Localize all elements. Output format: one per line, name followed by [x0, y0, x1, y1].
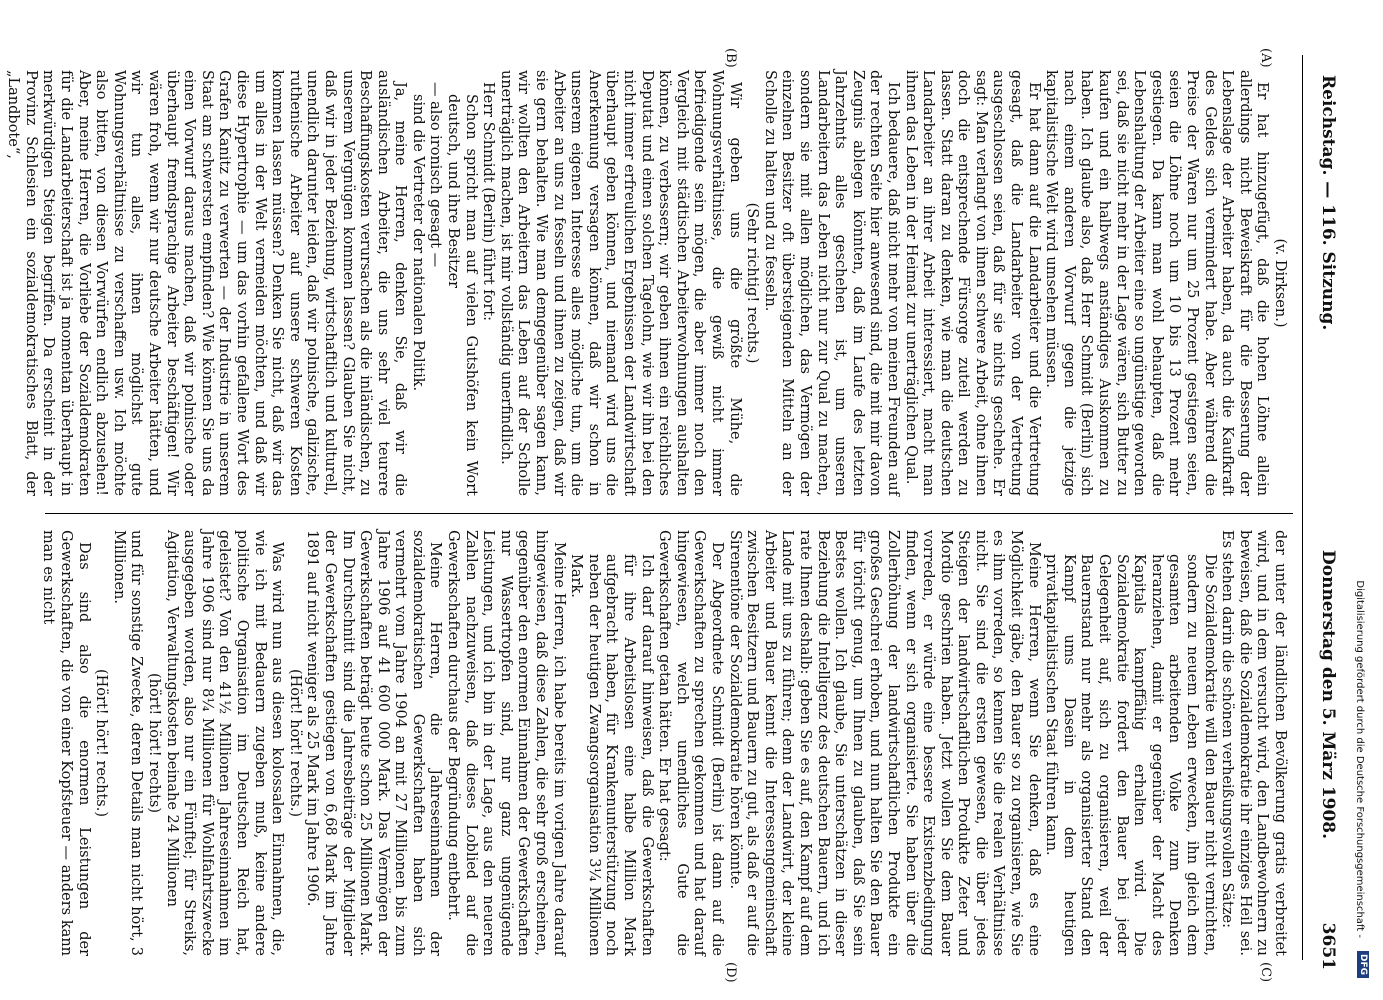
interjection: (hört! hört! rechts) [146, 672, 162, 814]
paragraph: der unter der ländlichen Bevölkerung gratis verbreitet wird, und in dem versucht wird, den Landbewohnern zu beweisen, daß die Sozialdemokratie ihr einziges Heil sei. Es stehen darin die schönen verheißungsvollen Sätze: [1219, 530, 1288, 956]
speaker-ref: (v. Dirksen.) [1272, 238, 1288, 328]
header-date: Donnerstag den 5. März 1908. [1318, 550, 1338, 840]
paragraph: Das sind also die enormen Leistungen der Gewerkschaften, die von einer Kopfsteuer — anders kann man es nicht [40, 530, 92, 956]
paragraph: Der Abgeordnete Schmidt (Berlin) ist dann auf die Gewerkschaften zu sprechen gekommen und hat darauf hingewiesen, welch unendliches Gute die Gewerkschaften getan hätten. Er hat gesagt: [656, 530, 725, 956]
marker-d: (D) [723, 962, 738, 983]
paragraph: Herr Schmidt (Berlin) führt fort: [480, 82, 497, 322]
interjection: (Hört! hört! rechts.) [93, 669, 110, 817]
quote: Die Sozialdemokratie will den Bauer nicht vernichten, sondern zu neuem Leben erwecken, ihn gleich dem gesamten arbeitenden Volke zum Denken heranziehen, damit er gegenüber der Macht des Kapitals kampffähig erhalten wird. Die Sozialdemokratie fordert den Bauer bei jeder Gelegenheit auf, sich zu organisieren, weil der Bauernstand nur mehr als organisierter Stand den Kampf ums Dasein in dem heutigen privatkapitalistischen Staat führen kann. [1043, 554, 1218, 956]
interjection: (Sehr richtig! rechts.) [744, 202, 761, 364]
marker-c: (C) [1258, 962, 1273, 983]
marker-b: (B) [723, 48, 738, 68]
right-column [40, 530, 1288, 956]
aside: — also ironisch gesagt — [427, 82, 444, 268]
paragraph: Meine Herren, ich habe bereits im vorigen Jahre darauf hingewiesen, daß diese Zahlen, die sehr groß erscheinen, gegenüber den enormen Einnahmen der Gewerkschaften nur Wassertropfen sind, nur ganz ungenügende Leistungen, und ich bin in der Lage, aus den neueren Zahlen nachzuweisen, daß dieses Loblied auf die Gewerkschaften durchaus der Begründung entbehrt. [445, 530, 567, 956]
header-session-title: Reichstag. — 116. Sitzung. [1318, 75, 1338, 331]
paragraph: Er hat hinzugefügt, daß die hohen Löhne allein allerdings nicht Beweiskraft für die Besserung der Lebenslage der Arbeiter haben, da auch die Kaufkraft des Geldes sich vermindert habe. Aber während die Preise der Waren nur um 25 Prozent gestiegen seien, seien die Löhne noch um 10 bis 13 Prozent mehr gestiegen. Da kann man wohl behaupten, daß die Lebenshaltung der Arbeiter eine so ungünstige geworden sei, daß sie nicht mehr in der Lage wären, sich Butter zu kaufen und ein halbwegs anständiges Auskommen zu haben. Ich glaube also, daß Herr Schmidt (Berlin) sich nach einem anderen Vorwurf gegen die jetzige kapitalistische Welt wird umsehen müssen. [1043, 70, 1271, 496]
paragraph: Er hat dann auf die Landarbeiter und die Vertretung gesagt, daß die Landarbeiter von der Vertretung ausgeschlossen seien, daß für sie nichts geschehe. Er sagt: Man verlangt von ihnen schwere Arbeit, ohne ihnen doch die entsprechende Fürsorge zuteil werden zu lassen. Statt daran zu denken, wie man die deutschen Landarbeiter an ihrer Arbeit interessiert, macht man ihnen das Leben in der Heimat zur unerträglichen Qual. [902, 70, 1042, 496]
page-header [1312, 20, 1338, 970]
interjection: (Hört! hört! rechts.) [286, 669, 303, 817]
marker-a: (A) [1258, 48, 1273, 68]
page-number: 3651 [1318, 922, 1338, 970]
dfg-logo: DFG [1357, 951, 1369, 978]
quote: Ich darf darauf hinweisen, daß die Gewerkschaften für ihre Arbeitslosen eine halbe Million Mark aufgebracht haben, für Krankenunterstützung noch neben der heutigen Zwangsorganisation 3¼ Millionen Mark. [568, 554, 655, 956]
paragraph: Ich bedauere, daß nicht mehr von meinen Freunden auf der rechten Seite hier anwesend sind, die mit mir davon Zeugnis ablegen könnten, daß im Laufe des letzten Jahrzehnts alles geschehen ist, um unseren Landarbeitern das Leben nicht nur zur Qual zu machen, sondern sie mit allen möglichen, das Vermögen der einzelnen Besitzer oft übersteigenden Mitteln an der Scholle zu halten und zu fesseln. [761, 70, 901, 496]
paragraph: und für sonstige Zwecke, deren Details man nicht hört, 3 Millionen. [110, 530, 145, 956]
left-column [5, 70, 1288, 497]
quote: Schon spricht man auf vielen Gutshöfen kein Wort deutsch, und ihre Besitzer [445, 94, 479, 496]
column-divider [45, 513, 1293, 514]
paragraph: Was wird nun aus diesen kolossalen Einnahmen, die, wie ich mit Bedauern zugeben muß, keine andere politische Organisation im Deutschen Reich hat, geleistet? Von den 41½ Millionen Jahreseinnahmen im Jahre 1906 sind nur 8¼ Millionen für Wohlfahrtszwecke ausgegeben worden, also nur ein Fünftel; für Streiks, Agitation, Verwaltungskosten beinahe 24 Millionen [163, 530, 286, 956]
digitization-note: Digitalisierung gefördert durch die Deutsche Forschungsgemeinschaft - [1354, 580, 1365, 938]
header-rule [1302, 55, 1303, 960]
quote: sind die Vertreter der nationalen Politik. [409, 94, 426, 392]
paragraph: Wir geben uns die größte Mühe, die Wohnungsverhältnisse, die gewiß nicht immer befriedigende sein mögen, die aber immer noch den Vergleich mit städtischen Arbeiterwohnungen aushalten können, zu verbessern; wir geben ihnen ein reichliches Deputat und einen solchen Tagelohn, wie wir ihn bei den nicht immer erfreulichen Ergebnissen der Landwirtschaft überhaupt geben können, und niemand wird uns die Anerkennung versagen können, daß wir schon in unserem eigenen Interesse alles mögliche tun, um die Arbeiter an uns zu fesseln und ihnen zu zeigen, daß wir sie gern behalten. Wie man demgegenüber sagen kann, wir wollten den Arbeitern das Leben auf der Scholle unerträglich machen, ist mir vollständig unerfindlich. [497, 70, 743, 497]
paragraph: Ja, meine Herren, denken Sie, daß wir die ausländischen Arbeiter, die uns sehr viel teurere Beschaffungskosten verursachen als die inländischen, zu unserem Vergnügen kommen lassen? Glauben Sie nicht, daß wir in jeder Beziehung, wirtschaftlich und kulturell, unendlich darunter leiden, daß wir polnische, galizische, ruthenische Arbeiter auf unsere schweren Kosten kommen lassen müssen? Denken Sie nicht, daß wir das um alles in der Welt vermeiden möchten, und daß wir diese Hypertrophie — um das vorhin gefallene Wort des Grafen Kanitz zu verwerten — der Industrie in unserem Staat am schwersten empfinden? Wie können Sie uns da einen Vorwurf daraus machen, daß wir polnische oder überhaupt fremdsprachige Arbeiter beschäftigen! Wir wären froh, wenn wir nur deutsche Arbeiter hätten, und wir tun alles, ihnen möglichst gute Wohnungsverhältnisse zu verschaffen usw. Ich möchte also bitten, von diesen Vorwürfen endlich abzusehen! Aber, meine Herren, die Vorliebe der Sozialdemokraten für die Landarbeiterschaft ist ja momentan überhaupt in merkwürdigen Steigen begriffen. Da erscheint in der Provinz Schlesien ein sozialdemokratisches Blatt, der „Landbote“, [5, 70, 409, 496]
paragraph: Meine Herren, die Jahreseinnahmen der sozialdemokratischen Gewerkschaften haben sich vermehrt vom Jahre 1904 an mit 27 Millionen bis zum Jahre 1906 auf 41 600 000 Mark. Das Vermögen der Gewerkschaften beträgt heute schon 25 Millionen Mark. Im Durchschnitt sind die Jahresbeiträge der Mitglieder der Gewerkschaften gestiegen von 6,68 Mark im Jahre 1891 auf nicht weniger als 25 Mark im Jahre 1906. [304, 530, 444, 956]
paragraph: Meine Herren, wenn Sie denken, daß es eine Möglichkeit gäbe, den Bauer so zu organisieren, wie Sie es ihm vorreden, so kennen Sie die realen Verhältnisse nicht. Sie sind die ersten gewesen, die über jedes Steigen der landwirtschaftlichen Produkte Zeter und Mordio geschrien haben. Jetzt wollen Sie dem Bauer vorreden, er würde eine bessere Existenzbedingung finden, wenn er sich organisierte. Sie haben über die Zollerhöhung der landwirtschaftlichen Produkte ein großes Geschrei erhoben, und nun halten Sie den Bauer für töricht genug, um Ihnen zu glauben, daß Sie sein Bestes wollen. Ich glaube, Sie unterschätzen in dieser Beziehung die Intelligenz des deutschen Bauern, und ich rate Ihnen deshalb: geben Sie es auf, den Kampf auf dem Lande mit uns zu führen; denn der Landwirt, der kleine Arbeiter und Bauer kennt die Interessengemeinschaft zwischen Besitzern und Bauern zu gut, als daß er auf die Sirenentöne der Sozialdemokratie hören könnte. [726, 530, 1042, 956]
